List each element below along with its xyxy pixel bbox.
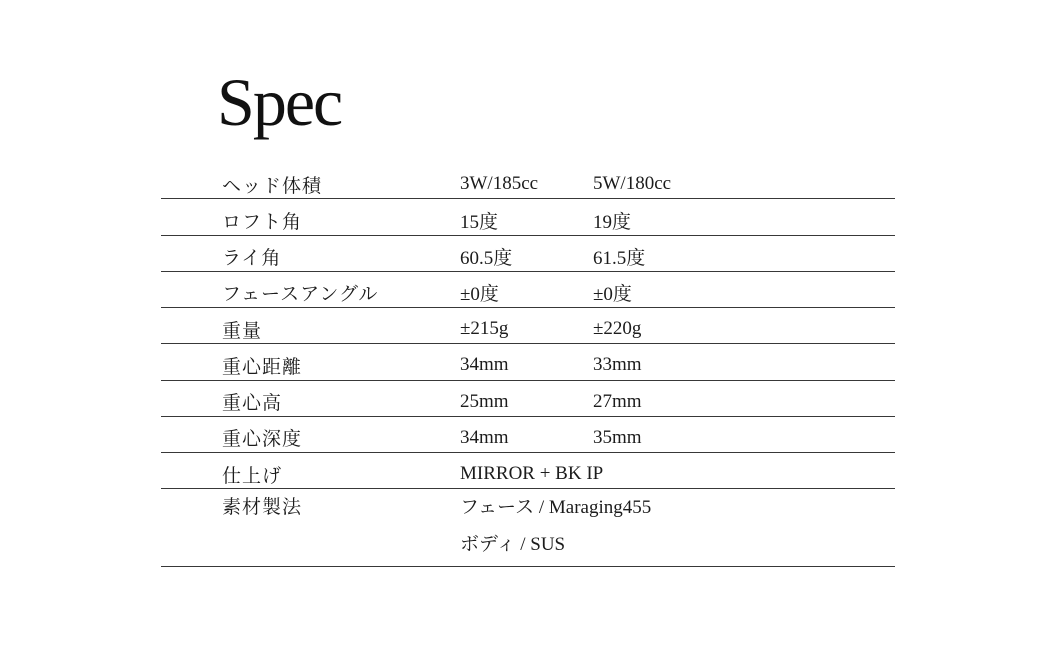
table-row-weight xyxy=(161,308,895,344)
row-value-face-material: フェース / Maraging455 xyxy=(460,497,652,519)
row-value-3w: ±215g xyxy=(460,318,509,340)
row-label: フェースアングル xyxy=(222,284,379,306)
table-row-finish xyxy=(161,453,895,489)
row-value-3w: ±0度 xyxy=(460,284,499,306)
spec-table xyxy=(161,163,895,567)
row-value-3w: 34mm xyxy=(460,426,509,448)
row-label: ロフト角 xyxy=(222,211,303,233)
table-row-cg-depth xyxy=(161,417,895,453)
row-label: 重心距離 xyxy=(222,356,303,378)
row-value-5w: ±0度 xyxy=(593,284,632,306)
row-label: 重心深度 xyxy=(222,429,303,451)
row-label: 素材製法 xyxy=(222,497,303,519)
row-value-3w: 34mm xyxy=(460,354,509,376)
table-row-loft-angle xyxy=(161,199,895,235)
row-label: 仕上げ xyxy=(222,465,283,487)
row-label: 重量 xyxy=(222,320,263,342)
row-value-3w: 25mm xyxy=(460,390,509,412)
row-value-3w: 15度 xyxy=(460,211,499,233)
row-value-5w: 61.5度 xyxy=(593,248,646,270)
table-row-face-angle xyxy=(161,272,895,308)
page-title: Spec xyxy=(217,64,342,140)
row-label: 重心高 xyxy=(222,393,283,415)
row-value-5w: 19度 xyxy=(593,211,632,233)
row-value-3w: 3W/185cc xyxy=(460,173,539,195)
row-value-body-material: ボディ / SUS xyxy=(460,533,566,555)
table-row-head-volume xyxy=(161,163,895,199)
table-row-material xyxy=(161,489,895,567)
row-value-5w: ±220g xyxy=(593,318,642,340)
row-value-5w: 33mm xyxy=(593,354,642,376)
row-value-5w: 35mm xyxy=(593,426,642,448)
table-row-cg-height xyxy=(161,381,895,417)
row-value-5w: 27mm xyxy=(593,390,642,412)
table-row-cg-distance xyxy=(161,344,895,380)
row-value-3w: 60.5度 xyxy=(460,248,513,270)
row-value-5w: 5W/180cc xyxy=(593,173,672,195)
row-value-stack xyxy=(460,490,651,563)
row-label: ヘッド体積 xyxy=(222,175,323,197)
table-row-lie-angle xyxy=(161,236,895,272)
row-label: ライ角 xyxy=(222,248,282,270)
row-value: MIRROR + BK IP xyxy=(460,463,604,485)
